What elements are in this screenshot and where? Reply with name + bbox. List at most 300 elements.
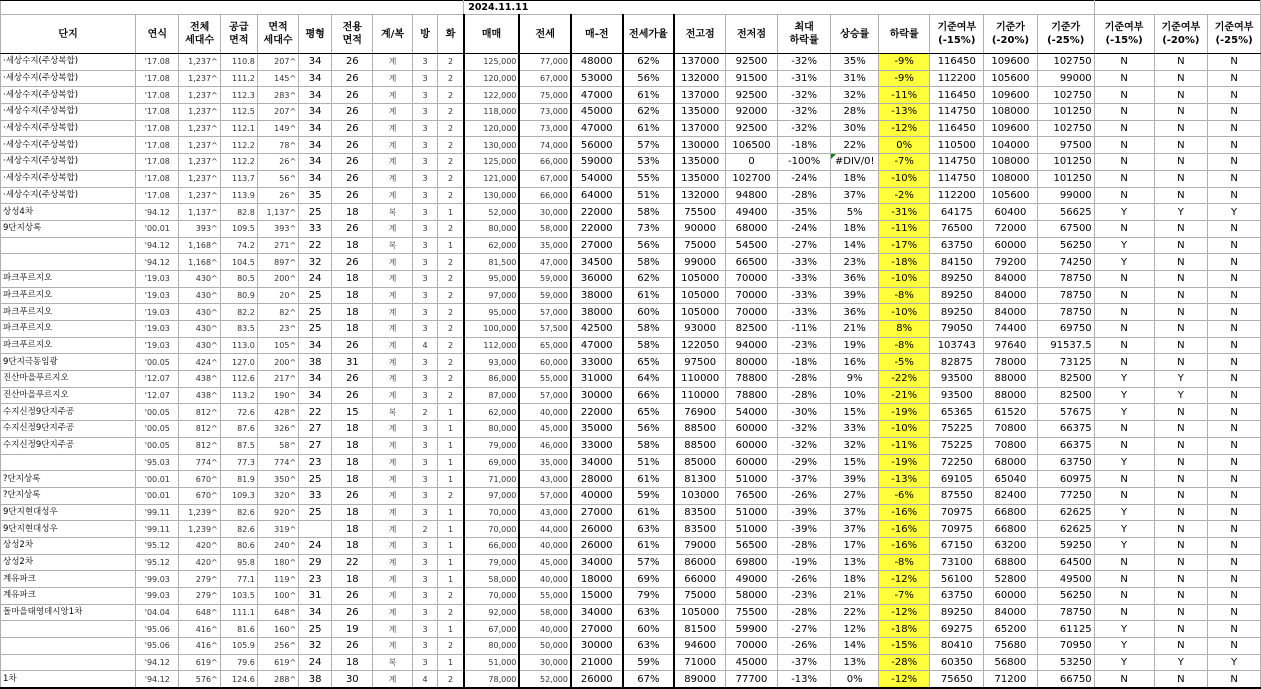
column-header[interactable]: 연식 [136,15,179,54]
table-cell[interactable]: 56% [623,237,675,254]
table-cell[interactable]: 105^ [257,337,298,354]
table-cell[interactable]: 75500 [726,604,778,621]
table-cell[interactable]: 34000 [571,554,623,571]
table-cell[interactable]: 279^ [179,571,220,588]
table-cell[interactable]: -11% [878,87,930,104]
table-cell[interactable]: Y [1094,387,1154,404]
table-cell[interactable]: 1 [438,454,464,471]
table-cell[interactable]: 75680 [984,638,1038,655]
table-cell[interactable]: 수지신정9단지주공 [1,437,136,454]
table-cell[interactable]: 320^ [257,487,298,504]
table-cell[interactable]: 112.5 [220,104,257,121]
table-cell[interactable]: 상성2차 [1,537,136,554]
table-cell[interactable]: 66000 [674,571,726,588]
table-cell[interactable]: 18 [332,321,373,338]
table-cell[interactable]: 19% [831,337,878,354]
table-cell[interactable]: 1,168^ [179,254,220,271]
table-cell[interactable]: 100^ [257,588,298,605]
table-cell[interactable]: -39% [777,504,831,521]
table-cell[interactable]: 26 [332,87,373,104]
table-cell[interactable]: 283^ [257,87,298,104]
table-cell[interactable]: 18 [332,270,373,287]
table-cell[interactable]: 82^ [257,304,298,321]
table-cell[interactable]: N [1154,321,1208,338]
table-cell[interactable]: N [1094,54,1154,71]
table-cell[interactable]: ?단지상록 [1,487,136,504]
table-cell[interactable]: 26 [332,220,373,237]
table-cell[interactable]: 3 [412,237,438,254]
table-cell[interactable]: 82400 [984,487,1038,504]
table-cell[interactable]: 45000 [726,654,778,671]
table-cell[interactable]: 계 [373,170,412,187]
table-cell[interactable]: 계 [373,371,412,388]
table-cell[interactable]: -37% [777,654,831,671]
table-cell[interactable]: 31 [299,588,332,605]
table-cell[interactable]: 91500 [726,70,778,87]
table-cell[interactable]: Y [1154,387,1208,404]
table-cell[interactable]: 81.6 [220,621,257,638]
table-cell[interactable]: 58% [623,321,675,338]
table-cell[interactable]: Y [1094,454,1154,471]
table-cell[interactable]: 계 [373,287,412,304]
table-cell[interactable]: 56^ [257,170,298,187]
table-cell[interactable]: N [1094,554,1154,571]
table-cell[interactable]: 84000 [984,304,1038,321]
table-cell[interactable]: 36% [831,270,878,287]
table-cell[interactable]: '00.05 [136,354,179,371]
table-cell[interactable]: 26 [332,604,373,621]
table-cell[interactable]: N [1154,170,1208,187]
table-cell[interactable]: 82.6 [220,521,257,538]
table-cell[interactable]: 200^ [257,270,298,287]
table-cell[interactable]: 66800 [984,521,1038,538]
table-cell[interactable]: 22000 [571,220,623,237]
table-cell[interactable]: 40,000 [519,537,571,554]
table-cell[interactable]: 26000 [571,521,623,538]
table-cell[interactable]: 32% [831,87,878,104]
table-cell[interactable]: N [1208,454,1261,471]
table-cell[interactable]: N [1094,87,1154,104]
table-cell[interactable]: 56250 [1037,237,1094,254]
table-cell[interactable]: 13% [831,654,878,671]
table-cell[interactable]: '99.11 [136,504,179,521]
column-header[interactable]: 매매 [464,15,520,54]
table-cell[interactable]: -33% [777,270,831,287]
table-cell[interactable]: N [1154,254,1208,271]
table-cell[interactable]: 3 [412,287,438,304]
table-cell[interactable]: 112.1 [220,120,257,137]
table-cell[interactable]: 105000 [674,287,726,304]
table-cell[interactable]: 145^ [257,70,298,87]
table-cell[interactable]: 61520 [984,404,1038,421]
table-cell[interactable]: 26 [332,187,373,204]
table-cell[interactable]: 34 [299,604,332,621]
table-cell[interactable]: 52,000 [519,671,571,688]
table-cell[interactable]: 59% [623,487,675,504]
table-cell[interactable]: 112.3 [220,87,257,104]
table-cell[interactable]: 87.6 [220,421,257,438]
table-cell[interactable]: 진산마을푸르지오 [1,371,136,388]
table-cell[interactable]: 5% [831,204,878,221]
table-cell[interactable]: 51,000 [464,654,520,671]
table-cell[interactable]: 82.2 [220,304,257,321]
table-cell[interactable]: 94600 [674,638,726,655]
column-header[interactable]: 화 [438,15,464,54]
column-header[interactable]: 전체 세대수 [179,15,220,54]
table-cell[interactable]: 58% [623,204,675,221]
table-cell[interactable]: 130000 [674,137,726,154]
table-cell[interactable]: 49400 [726,204,778,221]
table-cell[interactable]: 288^ [257,671,298,688]
table-cell[interactable]: N [1208,337,1261,354]
table-cell[interactable]: -16% [878,504,930,521]
table-cell[interactable]: N [1154,554,1208,571]
table-cell[interactable]: 70000 [726,304,778,321]
table-cell[interactable]: 60350 [930,654,984,671]
table-cell[interactable]: Y [1094,638,1154,655]
table-cell[interactable]: 81.9 [220,471,257,488]
table-cell[interactable]: 26 [332,154,373,171]
table-cell[interactable]: 774^ [257,454,298,471]
table-cell[interactable]: 58,000 [464,571,520,588]
table-cell[interactable] [1,237,136,254]
table-cell[interactable]: N [1154,504,1208,521]
table-cell[interactable]: 79200 [984,254,1038,271]
table-cell[interactable]: 3 [412,321,438,338]
table-cell[interactable]: 77.1 [220,571,257,588]
table-cell[interactable]: 18 [332,237,373,254]
table-cell[interactable]: -10% [878,270,930,287]
table-cell[interactable]: 돌마을태영데시앙1차 [1,604,136,621]
table-cell[interactable]: '17.08 [136,54,179,71]
table-cell[interactable]: 24 [299,537,332,554]
table-cell[interactable]: -28% [777,537,831,554]
table-cell[interactable]: 복 [373,204,412,221]
table-cell[interactable]: 105000 [674,304,726,321]
table-cell[interactable]: 75000 [674,588,726,605]
table-cell[interactable]: 47,000 [519,254,571,271]
table-cell[interactable]: 3 [412,437,438,454]
table-cell[interactable]: 26 [332,387,373,404]
table-cell[interactable]: 108000 [984,170,1038,187]
table-cell[interactable]: 1 [438,521,464,538]
table-cell[interactable]: N [1094,104,1154,121]
table-cell[interactable]: Y [1208,654,1261,671]
table-cell[interactable]: 112200 [930,187,984,204]
table-cell[interactable]: '00.05 [136,421,179,438]
table-cell[interactable]: 2 [438,321,464,338]
table-cell[interactable]: 79,000 [464,437,520,454]
table-cell[interactable]: Y [1094,404,1154,421]
table-cell[interactable]: N [1208,571,1261,588]
table-cell[interactable]: 3 [412,621,438,638]
table-cell[interactable]: -30% [777,404,831,421]
table-cell[interactable]: 43,000 [519,504,571,521]
table-cell[interactable]: Y [1094,204,1154,221]
table-cell[interactable]: 438^ [179,371,220,388]
table-cell[interactable]: ·세상수지(주상복합) [1,70,136,87]
table-cell[interactable]: 102750 [1037,120,1094,137]
table-cell[interactable]: N [1154,588,1208,605]
table-cell[interactable]: 93500 [930,387,984,404]
table-cell[interactable]: 34 [299,154,332,171]
table-cell[interactable]: 33000 [571,354,623,371]
table-cell[interactable]: 33000 [571,437,623,454]
table-cell[interactable]: 58000 [726,588,778,605]
table-cell[interactable]: 63750 [930,237,984,254]
table-cell[interactable]: 111.1 [220,604,257,621]
table-cell[interactable]: 60000 [726,437,778,454]
table-cell[interactable]: 37% [831,504,878,521]
table-cell[interactable]: 87550 [930,487,984,504]
table-cell[interactable]: N [1208,604,1261,621]
table-cell[interactable]: 92,000 [464,604,520,621]
table-cell[interactable]: 27000 [571,504,623,521]
table-cell[interactable]: N [1154,437,1208,454]
table-cell[interactable]: N [1094,70,1154,87]
table-cell[interactable]: N [1154,454,1208,471]
table-cell[interactable]: N [1094,421,1154,438]
table-cell[interactable]: 73100 [930,554,984,571]
table-cell[interactable]: 파크푸르지오 [1,304,136,321]
table-cell[interactable]: 28% [831,104,878,121]
table-cell[interactable]: 920^ [257,504,298,521]
table-cell[interactable]: 38000 [571,304,623,321]
table-cell[interactable]: 2 [438,154,464,171]
table-cell[interactable]: 계 [373,437,412,454]
table-cell[interactable]: 73,000 [519,104,571,121]
table-cell[interactable]: N [1208,621,1261,638]
table-cell[interactable]: 93000 [674,321,726,338]
table-cell[interactable]: 112.2 [220,154,257,171]
table-cell[interactable]: 60000 [984,588,1038,605]
table-cell[interactable]: 51000 [726,504,778,521]
table-cell[interactable]: 84000 [984,270,1038,287]
table-cell[interactable]: 105600 [984,70,1038,87]
table-cell[interactable]: 27000 [571,621,623,638]
table-cell[interactable]: 90000 [674,220,726,237]
table-cell[interactable]: 113.0 [220,337,257,354]
table-cell[interactable]: 75500 [674,204,726,221]
table-cell[interactable]: 25 [299,321,332,338]
table-cell[interactable]: 38000 [571,287,623,304]
table-cell[interactable]: N [1208,421,1261,438]
table-cell[interactable]: 18% [831,220,878,237]
table-cell[interactable]: 59000 [571,154,623,171]
table-cell[interactable]: 22% [831,137,878,154]
table-cell[interactable]: 계 [373,621,412,638]
table-cell[interactable]: 60400 [984,204,1038,221]
table-cell[interactable]: 82500 [1037,387,1094,404]
table-cell[interactable]: 9단지극동임광 [1,354,136,371]
table-cell[interactable]: 76500 [930,220,984,237]
table-cell[interactable]: N [1208,304,1261,321]
table-cell[interactable]: N [1094,220,1154,237]
table-cell[interactable]: 56500 [726,537,778,554]
table-cell[interactable]: 3 [412,638,438,655]
table-cell[interactable]: N [1094,137,1154,154]
column-header[interactable]: 전세 [519,15,571,54]
table-cell[interactable]: 22000 [571,404,623,421]
table-cell[interactable]: 22% [831,604,878,621]
table-cell[interactable]: -11% [878,220,930,237]
table-cell[interactable]: 77,000 [519,54,571,71]
table-cell[interactable]: 51% [623,187,675,204]
table-cell[interactable]: 58^ [257,437,298,454]
table-cell[interactable]: 61% [623,120,675,137]
table-cell[interactable]: 2 [438,387,464,404]
table-cell[interactable]: 26 [332,487,373,504]
table-cell[interactable]: 102700 [726,170,778,187]
table-cell[interactable] [1,621,136,638]
table-cell[interactable]: -28% [777,604,831,621]
table-cell[interactable]: 65% [623,354,675,371]
table-cell[interactable]: 86000 [674,554,726,571]
table-cell[interactable]: 73125 [1037,354,1094,371]
table-cell[interactable]: 76900 [674,404,726,421]
table-cell[interactable]: 2 [438,87,464,104]
table-cell[interactable]: 18 [332,504,373,521]
table-cell[interactable]: N [1208,387,1261,404]
table-cell[interactable]: 420^ [179,554,220,571]
table-cell[interactable]: 88000 [984,387,1038,404]
table-cell[interactable]: 계 [373,671,412,688]
table-cell[interactable]: 0 [726,154,778,171]
table-cell[interactable]: 3 [412,304,438,321]
table-cell[interactable]: N [1154,154,1208,171]
column-header[interactable]: 상승률 [831,15,878,54]
table-cell[interactable]: 80,000 [464,638,520,655]
table-cell[interactable]: -31% [878,204,930,221]
table-cell[interactable]: 109.3 [220,487,257,504]
table-cell[interactable]: 계 [373,354,412,371]
table-cell[interactable]: '94.12 [136,237,179,254]
table-cell[interactable]: 77.3 [220,454,257,471]
table-cell[interactable]: 복 [373,237,412,254]
table-cell[interactable]: 3 [412,588,438,605]
table-cell[interactable]: 18 [332,437,373,454]
table-cell[interactable]: 계 [373,337,412,354]
table-cell[interactable]: Y [1154,654,1208,671]
table-cell[interactable]: 1 [438,204,464,221]
table-cell[interactable]: '19.03 [136,337,179,354]
table-cell[interactable]: 0% [878,137,930,154]
table-cell[interactable]: 64175 [930,204,984,221]
table-cell[interactable]: 63% [623,521,675,538]
table-cell[interactable]: '17.08 [136,87,179,104]
table-cell[interactable]: 88500 [674,437,726,454]
table-cell[interactable]: 3 [412,137,438,154]
table-cell[interactable]: -2% [878,187,930,204]
table-cell[interactable]: '99.11 [136,521,179,538]
table-cell[interactable]: -7% [878,154,930,171]
table-cell[interactable]: 113.2 [220,387,257,404]
table-cell[interactable]: 82.6 [220,504,257,521]
table-cell[interactable]: 52800 [984,571,1038,588]
table-cell[interactable]: 74,000 [519,137,571,154]
table-cell[interactable]: 670^ [179,487,220,504]
table-cell[interactable]: N [1154,137,1208,154]
table-cell[interactable]: 1,237^ [179,54,220,71]
table-cell[interactable]: 계 [373,638,412,655]
table-cell[interactable]: 57,000 [519,487,571,504]
table-cell[interactable]: 79,000 [464,554,520,571]
table-cell[interactable]: 13% [831,554,878,571]
table-cell[interactable]: '17.08 [136,70,179,87]
table-cell[interactable]: N [1154,87,1208,104]
table-cell[interactable]: 계 [373,137,412,154]
table-cell[interactable]: 25 [299,471,332,488]
table-cell[interactable]: N [1208,371,1261,388]
table-cell[interactable]: N [1154,187,1208,204]
table-cell[interactable]: 75000 [674,237,726,254]
table-cell[interactable]: 160^ [257,621,298,638]
table-cell[interactable]: 26 [332,371,373,388]
table-cell[interactable]: '00.01 [136,487,179,504]
table-cell[interactable]: 2 [412,404,438,421]
table-cell[interactable]: 56% [623,70,675,87]
table-cell[interactable]: 56100 [930,571,984,588]
table-cell[interactable]: 2 [438,270,464,287]
table-cell[interactable]: -9% [878,54,930,71]
table-cell[interactable]: Y [1094,521,1154,538]
table-cell[interactable]: 82.8 [220,204,257,221]
table-cell[interactable]: 35,000 [519,237,571,254]
table-cell[interactable]: 1 [438,537,464,554]
table-cell[interactable]: 78750 [1037,287,1094,304]
table-cell[interactable]: -32% [777,421,831,438]
table-cell[interactable]: ·세상수지(주상복합) [1,187,136,204]
table-cell[interactable]: '95.03 [136,454,179,471]
table-cell[interactable]: 79050 [930,321,984,338]
table-cell[interactable]: 101250 [1037,170,1094,187]
table-cell[interactable]: 78^ [257,137,298,154]
table-cell[interactable]: 62% [623,104,675,121]
table-cell[interactable]: 108000 [984,104,1038,121]
table-cell[interactable]: N [1094,337,1154,354]
table-cell[interactable]: 20^ [257,287,298,304]
table-cell[interactable]: 124.6 [220,671,257,688]
table-cell[interactable]: 3 [412,87,438,104]
table-cell[interactable]: 계 [373,87,412,104]
table-cell[interactable]: N [1208,554,1261,571]
table-cell[interactable]: 68800 [984,554,1038,571]
table-cell[interactable]: 99000 [674,254,726,271]
table-cell[interactable]: 74250 [1037,254,1094,271]
table-cell[interactable]: '94.12 [136,654,179,671]
table-cell[interactable]: 108000 [984,154,1038,171]
table-cell[interactable]: Y [1154,204,1208,221]
table-cell[interactable]: 58% [623,437,675,454]
table-cell[interactable]: 78800 [726,387,778,404]
table-cell[interactable]: 97500 [674,354,726,371]
table-cell[interactable]: 0% [831,671,878,688]
table-cell[interactable]: -26% [777,638,831,655]
table-cell[interactable]: -10% [878,304,930,321]
table-cell[interactable]: 428^ [257,404,298,421]
table-cell[interactable]: 3 [412,104,438,121]
table-cell[interactable] [1,454,136,471]
table-cell[interactable]: 2 [438,638,464,655]
table-cell[interactable]: 113.7 [220,170,257,187]
table-cell[interactable]: 87.5 [220,437,257,454]
table-cell[interactable]: 1 [438,571,464,588]
table-cell[interactable]: 계 [373,588,412,605]
table-cell[interactable]: 99000 [1037,187,1094,204]
table-cell[interactable]: 69275 [930,621,984,638]
table-cell[interactable]: 1 [438,471,464,488]
column-header[interactable]: 기준여부 (-15%) [1094,15,1154,54]
